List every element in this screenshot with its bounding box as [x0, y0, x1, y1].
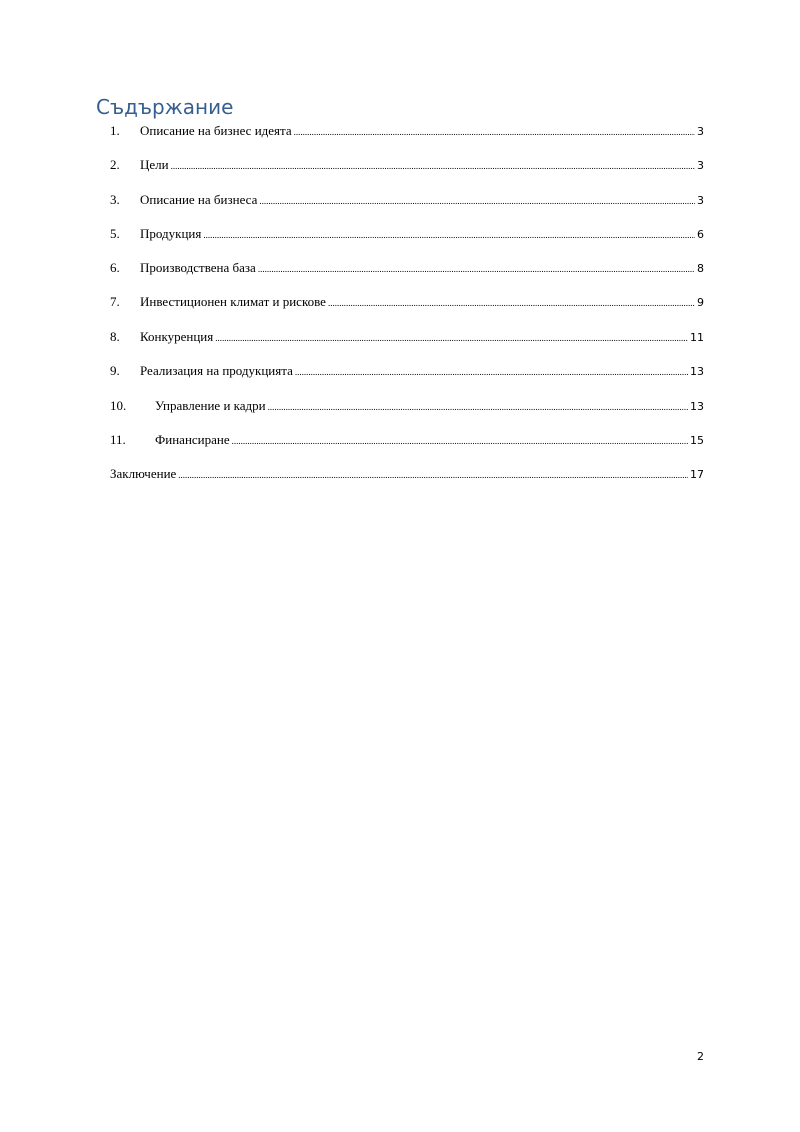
toc-dot-leader — [268, 397, 688, 417]
toc-entry-page: 3 — [697, 159, 704, 172]
toc-entry-title[interactable]: Конкуренция — [140, 329, 214, 344]
toc-entry-title[interactable]: Продукция — [140, 226, 202, 241]
toc-entry[interactable] — [110, 361, 704, 381]
toc-entry-page: 9 — [697, 296, 704, 309]
toc-entry-page: 11 — [690, 331, 704, 344]
toc-entry[interactable] — [110, 190, 704, 210]
page-number: 2 — [697, 1050, 704, 1063]
toc-entry-title[interactable]: Производствена база — [140, 260, 256, 275]
toc-entry[interactable] — [110, 464, 704, 484]
toc-entry-title[interactable]: Цели — [140, 157, 169, 172]
toc-entry-title[interactable]: Заключение — [110, 466, 177, 481]
toc-entry-page: 13 — [690, 400, 704, 413]
toc-entry-number: 7. — [110, 294, 120, 309]
toc-dot-leader — [258, 259, 695, 279]
toc-dot-leader — [171, 156, 695, 176]
toc-entry[interactable] — [110, 258, 704, 278]
toc-entry-number: 2. — [110, 157, 120, 172]
toc-entry[interactable] — [110, 155, 704, 175]
toc-dot-leader — [232, 431, 688, 451]
toc-entry-page: 15 — [690, 434, 704, 447]
toc-entry-page: 17 — [690, 468, 704, 481]
toc-dot-leader — [328, 293, 695, 313]
toc-entry[interactable] — [110, 396, 704, 416]
toc-dot-leader — [203, 225, 695, 245]
toc-entry-title[interactable]: Управление и кадри — [155, 398, 266, 413]
toc-dot-leader — [294, 122, 695, 142]
toc-entry-number: 11. — [110, 432, 126, 447]
toc-dot-leader — [295, 362, 688, 382]
toc-entry-number: 6. — [110, 260, 120, 275]
toc-entry-title[interactable]: Описание на бизнес идеята — [140, 123, 292, 138]
toc-entry[interactable] — [110, 327, 704, 347]
toc-entry-page: 8 — [697, 262, 704, 275]
toc-entry-title[interactable]: Инвестиционен климат и рискове — [140, 294, 326, 309]
toc-entry-number: 9. — [110, 363, 120, 378]
toc-entry-number: 3. — [110, 192, 120, 207]
toc-entry-page: 3 — [697, 125, 704, 138]
toc-entry-title[interactable]: Реализация на продукцията — [140, 363, 293, 378]
toc-entry[interactable] — [110, 292, 704, 312]
toc-entry[interactable] — [110, 224, 704, 244]
toc-entry-number: 1. — [110, 123, 120, 138]
toc-entry-title[interactable]: Финансиране — [155, 432, 230, 447]
toc-dot-leader — [215, 328, 688, 348]
toc-title: Съдържание — [96, 95, 234, 119]
toc-dot-leader — [259, 191, 695, 211]
toc-entry[interactable] — [110, 121, 704, 141]
toc-entry-page: 13 — [690, 365, 704, 378]
toc-entry[interactable] — [110, 430, 704, 450]
toc-entry-title[interactable]: Описание на бизнеса — [140, 192, 258, 207]
toc-dot-leader — [178, 465, 688, 485]
toc-entry-page: 3 — [697, 194, 704, 207]
toc-entry-number: 5. — [110, 226, 120, 241]
toc-entry-number: 10. — [110, 398, 127, 413]
toc-entry-number: 8. — [110, 329, 120, 344]
toc-entry-page: 6 — [697, 228, 704, 241]
